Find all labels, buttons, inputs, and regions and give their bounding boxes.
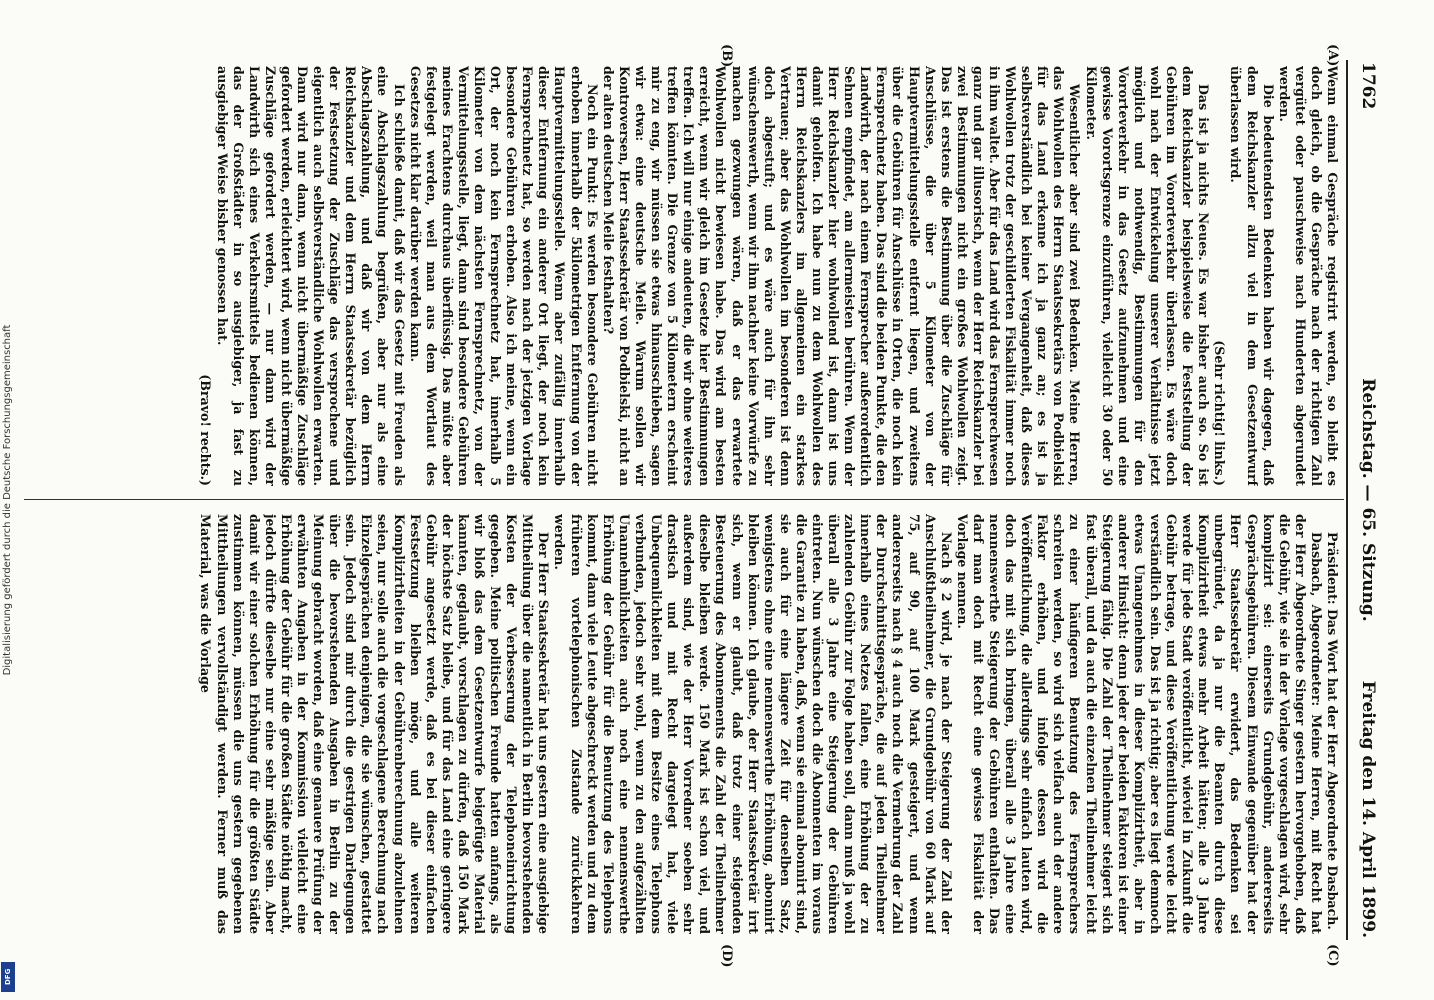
interjection: (Bravo! rechts.) bbox=[198, 374, 214, 486]
digitization-credit: Digitalisierung gefördert durch die Deutsche Forschungsgemeinschaft bbox=[2, 324, 13, 676]
paragraph-text: Abgeordneter: Meine Herren, mit Recht hat der Herr Abgeordnete Singer gestern hervorgehoben, daß die Gebühr, wie sie in der Vorlage vorgeschlagen wird, sehr komplizirt sei: einerseits Grundgebühr, andererseits Gesprächsgebühren. Diesem Einwande gegenüber hat der Herr Staatssekretär erwidert, das Bedenken sei unbegründet, da ja nur die Beamten durch diese Komplizirtheit etwas mehr Arbeit hätten; alle 3 Jahre werde für jede Stadt veröffentlicht, wieviel in Zukunft die Gebühr betrage, und diese Veröffentlichung werde leicht verständlich sein. Das ist ja richtig; aber es liegt demnoch etwas Unangenehmes in dieser Komplizirtheit, aber in anderer Hinsicht: denn jeder der beiden Faktoren ist einer Steigerung fähig. Die Zahl der Theilnehmer steigert sich fast überall, und da auch die einzelnen Theilnehmer leicht zu einer häufigeren Benutzung des Fernsprechers schreiten werden, so wird sich vielfach auch der andere Faktor erhöhen, und infolge dessen wird die Veröffentlichung, die allerdings sehr einfach lauten wird, doch das mit sich bringen, überall alle 3 Jahre eine nennenswerthe Steigerung der Gebühren enthalten. Das darf man doch mit Recht eine gewisse Fiskalität der Vorlage nennen. bbox=[954, 514, 1324, 934]
header-rule bbox=[1346, 60, 1348, 940]
paragraph bbox=[1324, 514, 1340, 934]
paragraph bbox=[954, 514, 1324, 934]
session-date: Freitag den 14. April 1899. bbox=[1358, 680, 1378, 938]
speaker-name: Präsident: bbox=[1325, 532, 1340, 605]
paragraph: Der Herr Staatssekretär hat uns gestern eine ausgiebige Mittheilung über die namentlich in Berlin bevorstehenden Kosten der Verbesserung der Telephoneinrichtung gegeben. Meine politischen Freunde hatten anfangs, als wir bloß das dem Gesetzentwurfe beigefügte Material kannten, geglaubt, vorschlagen zu dürfen, daß 150 Mark der höchste Satz bleibe, und für das Land eine geringere Gebühr angesetzt werde, daß es bei dieser einfachen Festsetzung bleiben möge, und alle weiteren Komplizirtheiten in der Gebührenberechnung abzulehnen seien, nur solle auch die vorgeschlagene Berechnung nach Einzelgesprächen denjenigen, die sie wünschen, gestattet sein. Jedoch sind mir durch die gestrigen Darlegungen über die bevorstehenden Ausgaben in Berlin zu der Meinung gebracht worden, daß eine genauere Prüfung der erwähnten Angaben in der Kommission vielleicht eine Erhöhung der Gebühr für die großen Städte nöthig macht, jedoch dürfte dieselbe nur eine sehr mäßige sein. Aber damit wir einer solchen Erhöhung für die größten Städte zustimmen können, müssen die uns gestern gegebenen Mittheilungen vervollständigt werden. Ferner muß das Material, was die Vorlage bbox=[198, 514, 552, 934]
right-column bbox=[40, 514, 1340, 934]
dfg-logo-icon: DFG bbox=[1, 962, 15, 992]
left-column bbox=[40, 66, 1340, 486]
paragraph: Ich schließe damit, daß wir das Gesetz mit Freuden als eine Abschlagszahlung begrüßen, aber nur als eine Abschlagszahlung, und daß wir von dem Herrn Reichskanzler und dem Herrn Staatssekretär bezüglich der Festsetzung der Zuschläge das versprochene und eigentlich auch selbstverständliche Wohlwollen erwarten. Dann wird nur dann, wenn nicht übermäßige Zuschläge gefordert werden, erleichtert wird, wenn nicht übermäßige Zuschläge gefordert werden, — nur dann wird der Landwirth sich eines Verkehrsmittels bedienen können, das der Großstädter in so ausgiebiger, ja fast zu ausgiebiger Weise bisher genossen hat. bbox=[214, 66, 407, 486]
paragraph: Nach § 2 wird, je nach der Steigerung der Zahl der Anschlußtheilnehmer, die Grundgebühr von 60 Mark auf 75, auf 90, auf 100 Mark gesteigert, und wenn andererseits nach § 4 auch noch die Vermehrung der Zahl der Durchschnittsgespräche, die auf jeden Theilnehmer innerhalb eines Netzes fallen, eine Erhöhung der zu zahlenden Gebühr zur Folge haben soll, dann muß ja wohl überall alle 3 Jahre eine Steigerung der Gebühren eintreten. Nun wünschen doch die Abonnenten im voraus die Garantie zu haben, daß, wenn sie einmal abonnirt sind, sie auch für eine längere Zeit für denselben Satz, wenigstens ohne eine nennenswerthe Erhöhung, abonnirt bleiben können. Ich glaube, der Herr Staatssekretär irrt sich, wenn er glaubt, daß trotz einer steigenden Besteuerung des Abonnements die Zahl der Theilnehmer dieselbe bleiben werde. 150 Mark ist schon viel, und außerdem sind, wie der Herr Vorredner soeben sehr drastisch und mit Recht dargelegt hat, viele Unbequemlichkeiten mit dem Besitze eines Telephons verbunden, jedoch sehr wohl, wenn zu den aufgezählten Unannehmlichkeiten auch noch eine nennenswerthe Erhöhung der Gebühr für die Benutzung des Telephons kommt, dann viele Leute abgeschreckt werden und zu dem früheren vortelephonischen Zustande zurückkehren werden. bbox=[552, 514, 954, 934]
digitization-footer bbox=[0, 0, 16, 1000]
paragraph: Wesentlicher aber sind zwei Bedenken. Meine Herren, das Wohlwollen des Herrn Staatssekretärs von Podbielski für das Land erkenne ich ja ganz an; es ist ja selbstverständlich bei keiner Vergangenheit, daß dieses Wohlwollen trotz der geschilderten Fiskalität immer noch in ihm waltet. Aber für das Land wird das Fernsprechwesen ganz und gar illusorisch, wenn der Herr Reichskanzler bei zwei Bestimmungen nicht ein großes Wohlwollen zeigt. Das ist erstens die Bestimmung über die Zuschläge für Anschlüsse, die über 5 Kilometer von der Hauptvermittelungsstelle entfernt liegen, und zweitens über die Gebühren für Anschlüsse in Orten, die noch kein Fernsprechnetz haben. Das sind die beiden Punkte, die den Landwirth, der nach einem Fernsprecher außerordentlich Sehnen empfindet, am allermeisten berühren. Wenn der Herr Reichskanzler hier wohlwollend ist, dann ist uns damit geholfen. Ich habe nun zu dem Wohlwollen des Herrn Reichskanzlers im allgemeinen ein starkes Vertrauen; aber das Wohlwollen im besonderen ist denn doch abgestuft; und es wäre auch für ihn sehr wünschenswerth, wenn wir ihm nachher keine Vorwürfe zu machen gezwungen wären, daß er das erwartete Wohlwollen nicht bewiesen habe. Das wird am besten erreicht, wenn wir gleich im Gesetze hier Bestimmungen treffen. Ich will nur einige andeuten, die wir ohne weiteres treffen könnten. Die Grenze von 5 Kilometern erscheint mir zu eng, wir müssen sie etwas hinausschieben, sagen wir etwa: eine deutsche Meile. Warum sollen wir Kontroversen, Herr Staatssekretär von Podbielski, nicht an der alten deutschen Meile festhalten? bbox=[600, 66, 1083, 486]
paragraph: Noch ein Punkt: Es werden besondere Gebühren nicht erhoben innerhalb der 5kilometrigen Entfernung von der Hauptvermittelungsstelle. Wenn aber zufällig innerhalb dieser Entfernung ein anderer Ort liegt, der noch kein Fernsprechnetz hat, so werden nach der jetzigen Vorlage besondere Gebühren erhoben. Also ich meine, wenn ein Ort, der noch kein Fernsprechnetz hat, innerhalb 5 Kilometer von dem nächsten Fernsprechnetz, von der Vermittelungsstelle, liegt, dann sind besondere Gebühren meines Erachtens durchaus überflüssig. Das müßte aber festgelegt werden, weil man aus dem Wortlaut des Gesetzes nicht klar darüber werden kann. bbox=[407, 66, 600, 486]
paragraph: Das ist ja nichts Neues. Es war bisher auch so. So ist dem Reichskanzler beispielsweise die Feststellung der Gebühren im Vororteverkehr überlassen. Es wäre doch wohl nach der Entwickelung unserer Verhältnisse jetzt möglich und nothwendig, Bestimmungen für den Vororteverkehr in das Gesetz aufzunehmen und eine gewisse Vorortsgrenze einzuführen, vielleicht 30 oder 50 Kilometer. bbox=[1083, 66, 1212, 486]
margin-marker-b: (B) bbox=[719, 44, 734, 68]
margin-marker-d: (D) bbox=[719, 944, 734, 968]
paragraph: Die bedeutendsten Bedenken haben wir dagegen, daß dem Reichskanzler allzu viel in dem Gesetzentwurf überlassen wird. bbox=[1228, 66, 1276, 486]
paragraph: Wenn einmal Gespräche registrirt werden, so bleibt es doch gleich, ob die Gespräche nach der richtigen Zahl vergütet oder pauschweise nach Hunderten abgerundet werden. bbox=[1276, 66, 1340, 486]
column-divider bbox=[24, 499, 1344, 500]
margin-marker-a: (A) bbox=[1325, 44, 1340, 67]
interjection: (Sehr richtig! links.) bbox=[1212, 340, 1228, 486]
speaker-name: Dasbach, bbox=[1308, 532, 1324, 597]
page-title: Reichstag. — 65. Sitzung. bbox=[1358, 378, 1378, 622]
page-number: 1762 bbox=[1358, 62, 1378, 110]
margin-marker-c: (C) bbox=[1325, 944, 1340, 967]
paragraph-text: Das Wort hat der Herr Abgeordnete Dasbach. bbox=[1325, 608, 1340, 930]
page-header bbox=[1352, 62, 1378, 938]
